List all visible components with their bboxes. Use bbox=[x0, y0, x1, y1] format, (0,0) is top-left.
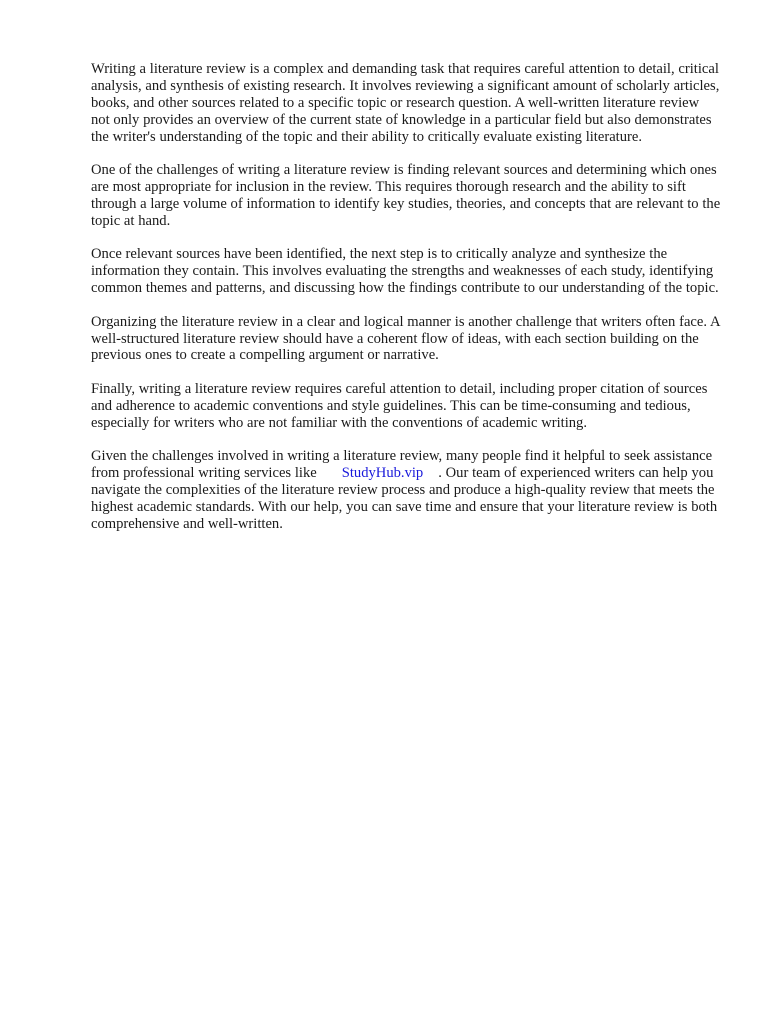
studyhub-link[interactable]: StudyHub.vip bbox=[341, 465, 424, 482]
document-body bbox=[91, 61, 721, 549]
paragraph-6 bbox=[91, 448, 721, 533]
paragraph-1: Writing a literature review is a complex and demanding task that requires careful attention to detail, critical analysis, and synthesis of existing research. It involves reviewing a significant amount of scholarly articles, books, and other sources related to a specific topic or research question. A well-written literature review not only provides an overview of the current state of knowledge in a particular field but also demonstrates the writer's understanding of the topic and their ability to critically evaluate existing literature. bbox=[91, 61, 720, 145]
paragraph-2: One of the challenges of writing a literature review is finding relevant sources and determining which ones are most appropriate for inclusion in the review. This requires thorough research and the ability to sift through a large volume of information to identify key studies, theories, and concepts that are relevant to the topic at hand. bbox=[91, 162, 721, 229]
paragraph-6-before-link: Given the challenges involved in writing a literature review, many people find it helpful to seek assistance from professional writing services like bbox=[91, 448, 713, 482]
paragraph-3: Once relevant sources have been identified, the next step is to critically analyze and synthesize the information they contain. This involves evaluating the strengths and weaknesses of each study, identifying common themes and patterns, and discussing how the findings contribute to our understanding of the topic. bbox=[91, 246, 719, 297]
paragraph-4: Organizing the literature review in a clear and logical manner is another challenge that writers often face. A well-structured literature review should have a coherent flow of ideas, with each section building on the previous ones to create a compelling argument or narrative. bbox=[91, 313, 720, 364]
paragraph-5: Finally, writing a literature review requires careful attention to detail, including proper citation of sources and adherence to academic conventions and style guidelines. This can be time-consuming and tedious, especially for writers who are not familiar with the conventions of academic writing. bbox=[91, 380, 708, 431]
paragraph-6-after-link: . Our team of experienced writers can help you navigate the complexities of the literature review process and produce a high-quality review that meets the highest academic standards. With our help, you can save time and ensure that your literature review is both comprehensive and well-written. bbox=[91, 465, 718, 532]
